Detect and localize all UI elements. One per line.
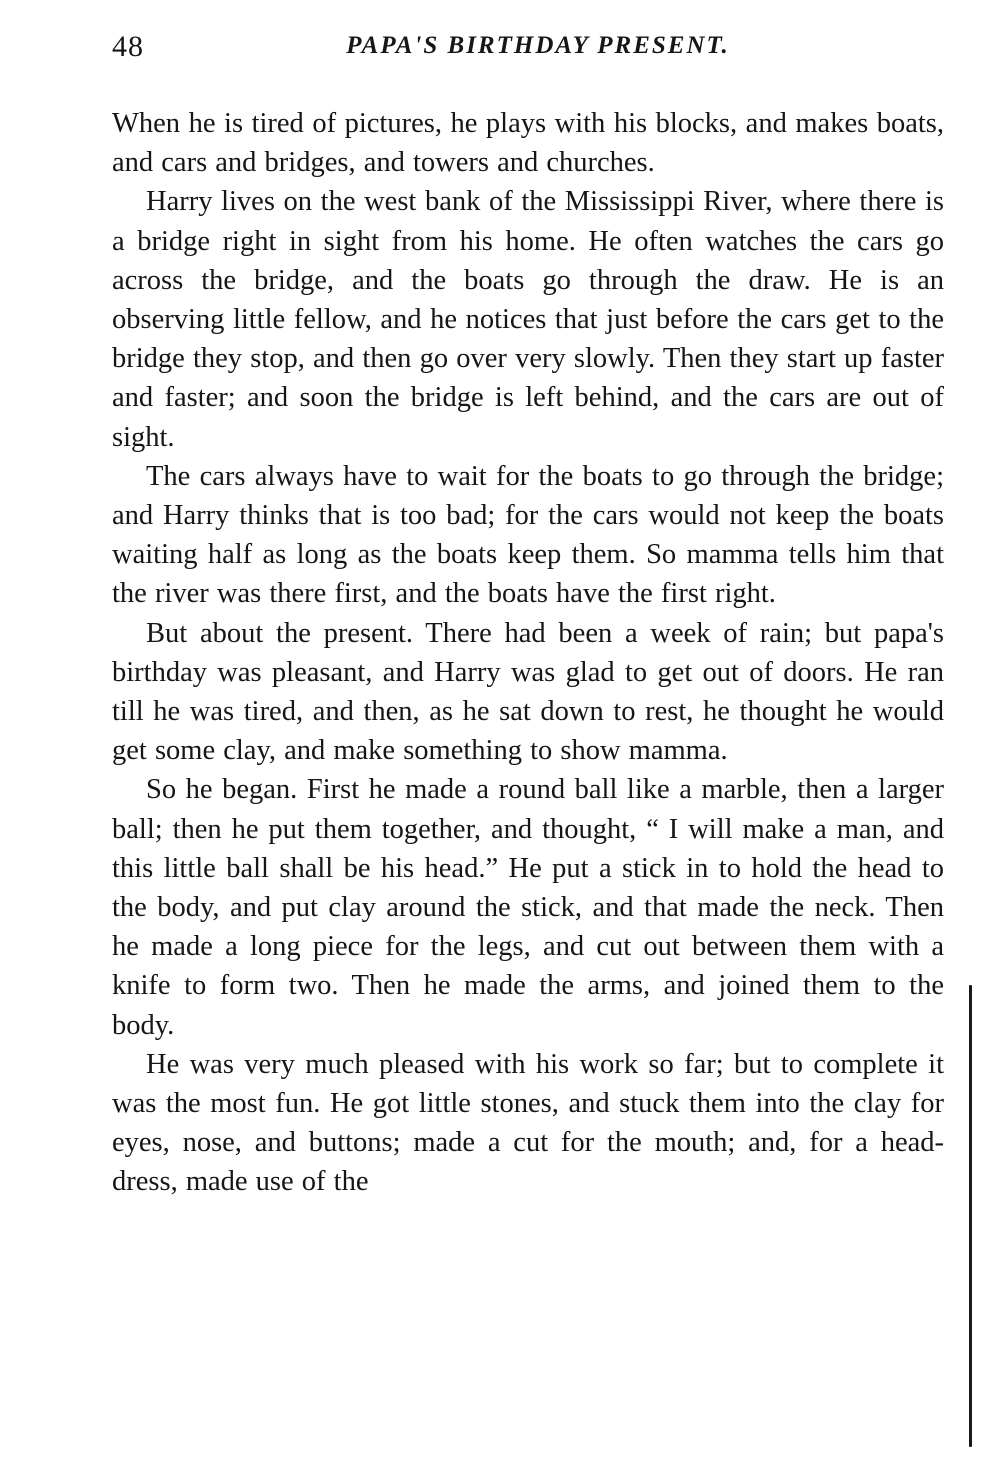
page-header — [112, 26, 944, 70]
paragraph: But about the present. There had been a week of rain; but papa's birthday was pleasant, and Harry was glad to get out of doors. He ran till he was tired, and then, as he sat down to rest, he thought he would get some clay, and make something to show mamma. — [112, 617, 944, 767]
body-text — [112, 104, 944, 1202]
paragraph: Harry lives on the west bank of the Mississippi River, where there is a bridge right in sight from his home. He often watches the cars go across the bridge, and the boats go through the draw. He is an observing little fellow, and he notices that just before the cars get to the bridge they stop, and then go over very slowly. Then they start up faster and faster; and soon the bridge is left behind, and the cars are out of sight. — [112, 186, 944, 453]
paragraph: The cars always have to wait for the boats to go through the bridge; and Harry thinks that is too bad; for the cars would not keep the boats waiting half as long as the boats keep them. So mamma tells him that the river was there first, and the boats have the first right. — [112, 460, 944, 610]
running-title: PAPA'S BIRTHDAY PRESENT. — [346, 32, 730, 59]
paragraph: He was very much pleased with his work so far; but to complete it was the most fun. He got little stones, and stuck them into the clay for eyes, nose, and buttons; made a cut for the mouth; and, for a head-dress, made use of the — [112, 1048, 944, 1198]
paragraph: When he is tired of pictures, he plays with his blocks, and makes boats, and cars and bridges, and towers and churches. — [112, 108, 944, 179]
paragraph: So he began. First he made a round ball like a marble, then a larger ball; then he put them together, and thought, “ I will make a man, and this little ball shall be his head.” He put a stick in to hold the head to the body, and put clay around the stick, and that made the neck. Then he made a long piece for the legs, and cut out between them with a knife to form two. Then he made the arms, and joined them to the body. — [112, 774, 944, 1041]
page-edge-line — [969, 985, 972, 1447]
page-number: 48 — [112, 30, 144, 63]
